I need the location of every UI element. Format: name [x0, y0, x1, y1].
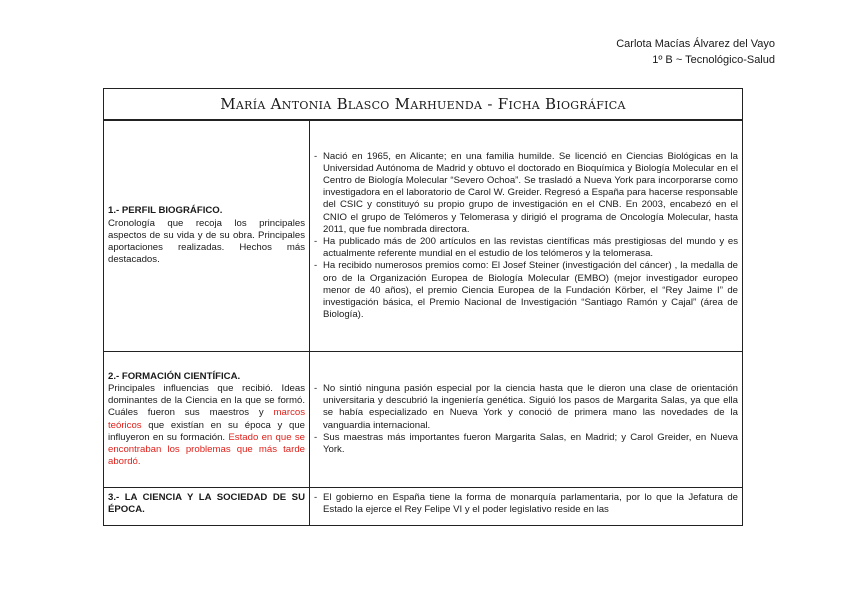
highlighted-text: marcos teóricos: [108, 407, 305, 431]
list-item: - El gobierno en España tiene la forma de monarquía parlamentaria, por lo que la Jefatura de Estado la ejerce el Rey Felipe VI y el poder legislativo reside en las: [314, 492, 738, 516]
list-item: - Ha recibido numerosos premios como: El Josef Steiner (investigación del cáncer) , la medalla de oro de la Organización Europea de Biología Molecular (EMBO) (mejor investigador europeo menor de 40 años), el premio Ciencia Europea de la Fundación Körber, el “Rey Jaime I” de investigación básica, el Premio Nacional de Investigación “Santiago Ramón y Cajal” (área de Biología).: [314, 260, 738, 321]
highlighted-text: Estado en que se encontraban los problemas que más tarde abordó.: [108, 431, 305, 468]
section-label-cell: [104, 352, 310, 488]
list-item: - Ha publicado más de 200 artículos en las revistas científicas más prestigiosas del mundo y es actualmente referente mundial en el estudio de los telómeros y la telomerasa.: [314, 236, 738, 260]
table-row: [104, 488, 743, 526]
section-content-cell: [310, 488, 743, 526]
description-text: que existían en su época y que influyeron en su formación.: [108, 419, 305, 443]
section-content-cell: [310, 121, 743, 352]
section-heading: 2.- FORMACIÓN CIENTÍFICA.: [108, 370, 241, 382]
table-row: [104, 352, 743, 488]
biography-table: [103, 120, 743, 526]
list-item: - Sus maestras más importantes fueron Margarita Salas, en Madrid; y Carol Greider, en Nueva York.: [314, 432, 738, 456]
author-name: Carlota Macías Álvarez del Vayo: [616, 38, 775, 50]
description-text: Principales influencias que recibió. Ideas dominantes de la Ciencia en la que se formó. Cuáles fueron sus maestros y: [108, 382, 305, 419]
document-header: [616, 36, 775, 68]
bullet-list: [314, 492, 738, 516]
section-content-cell: [310, 352, 743, 488]
section-label-cell: [104, 488, 310, 526]
section-heading: 3.- LA CIENCIA Y LA SOCIEDAD DE SU ÉPOCA.: [108, 492, 305, 516]
bullet-list: [314, 383, 738, 456]
course-label: 1º B ~ Tecnológico-Salud: [652, 54, 775, 66]
section-label-cell: [104, 121, 310, 352]
list-item: - Nació en 1965, en Alicante; en una familia humilde. Se licenció en Ciencias Biológicas en la Universidad Autónoma de Madrid y obtuvo el doctorado en Bioquímica y Biología Molecular en el Centro de Biología Molecular “Severo Ochoa”. Se trasladó a Nueva York para incorporarse como investigadora en el laboratorio de Carol W. Greider. Regresó a España para hacerse responsable del CSIC y constituyó su propio grupo de investigación en el CNB. En 2003, encabezó en el CNIO el grupo de Telómeros y Telomerasa y dirigió el programa de Oncología Molecular, hasta 2011, que fue nombrada directora.: [314, 151, 738, 236]
list-item: - No sintió ninguna pasión especial por la ciencia hasta que le dieron una clase de orientación universitaria y descubrió la ingeniería genética. Siguió los pasos de Margarita Salas, ya que ella se había especializado en Nueva York y conoció de primera mano las novedades de la vanguardia internacional.: [314, 383, 738, 432]
table-row: [104, 121, 743, 352]
bullet-list: [314, 151, 738, 322]
section-heading: 1.- PERFIL BIOGRÁFICO.: [108, 205, 223, 217]
section-description: [108, 383, 305, 467]
page-title: María Antonia Blasco Marhuenda - Ficha Biográfica: [103, 88, 743, 120]
section-description: Cronología que recoja los principales aspectos de su vida y de su obra. Principales aportaciones realizadas. Hechos más destacados.: [108, 217, 305, 266]
